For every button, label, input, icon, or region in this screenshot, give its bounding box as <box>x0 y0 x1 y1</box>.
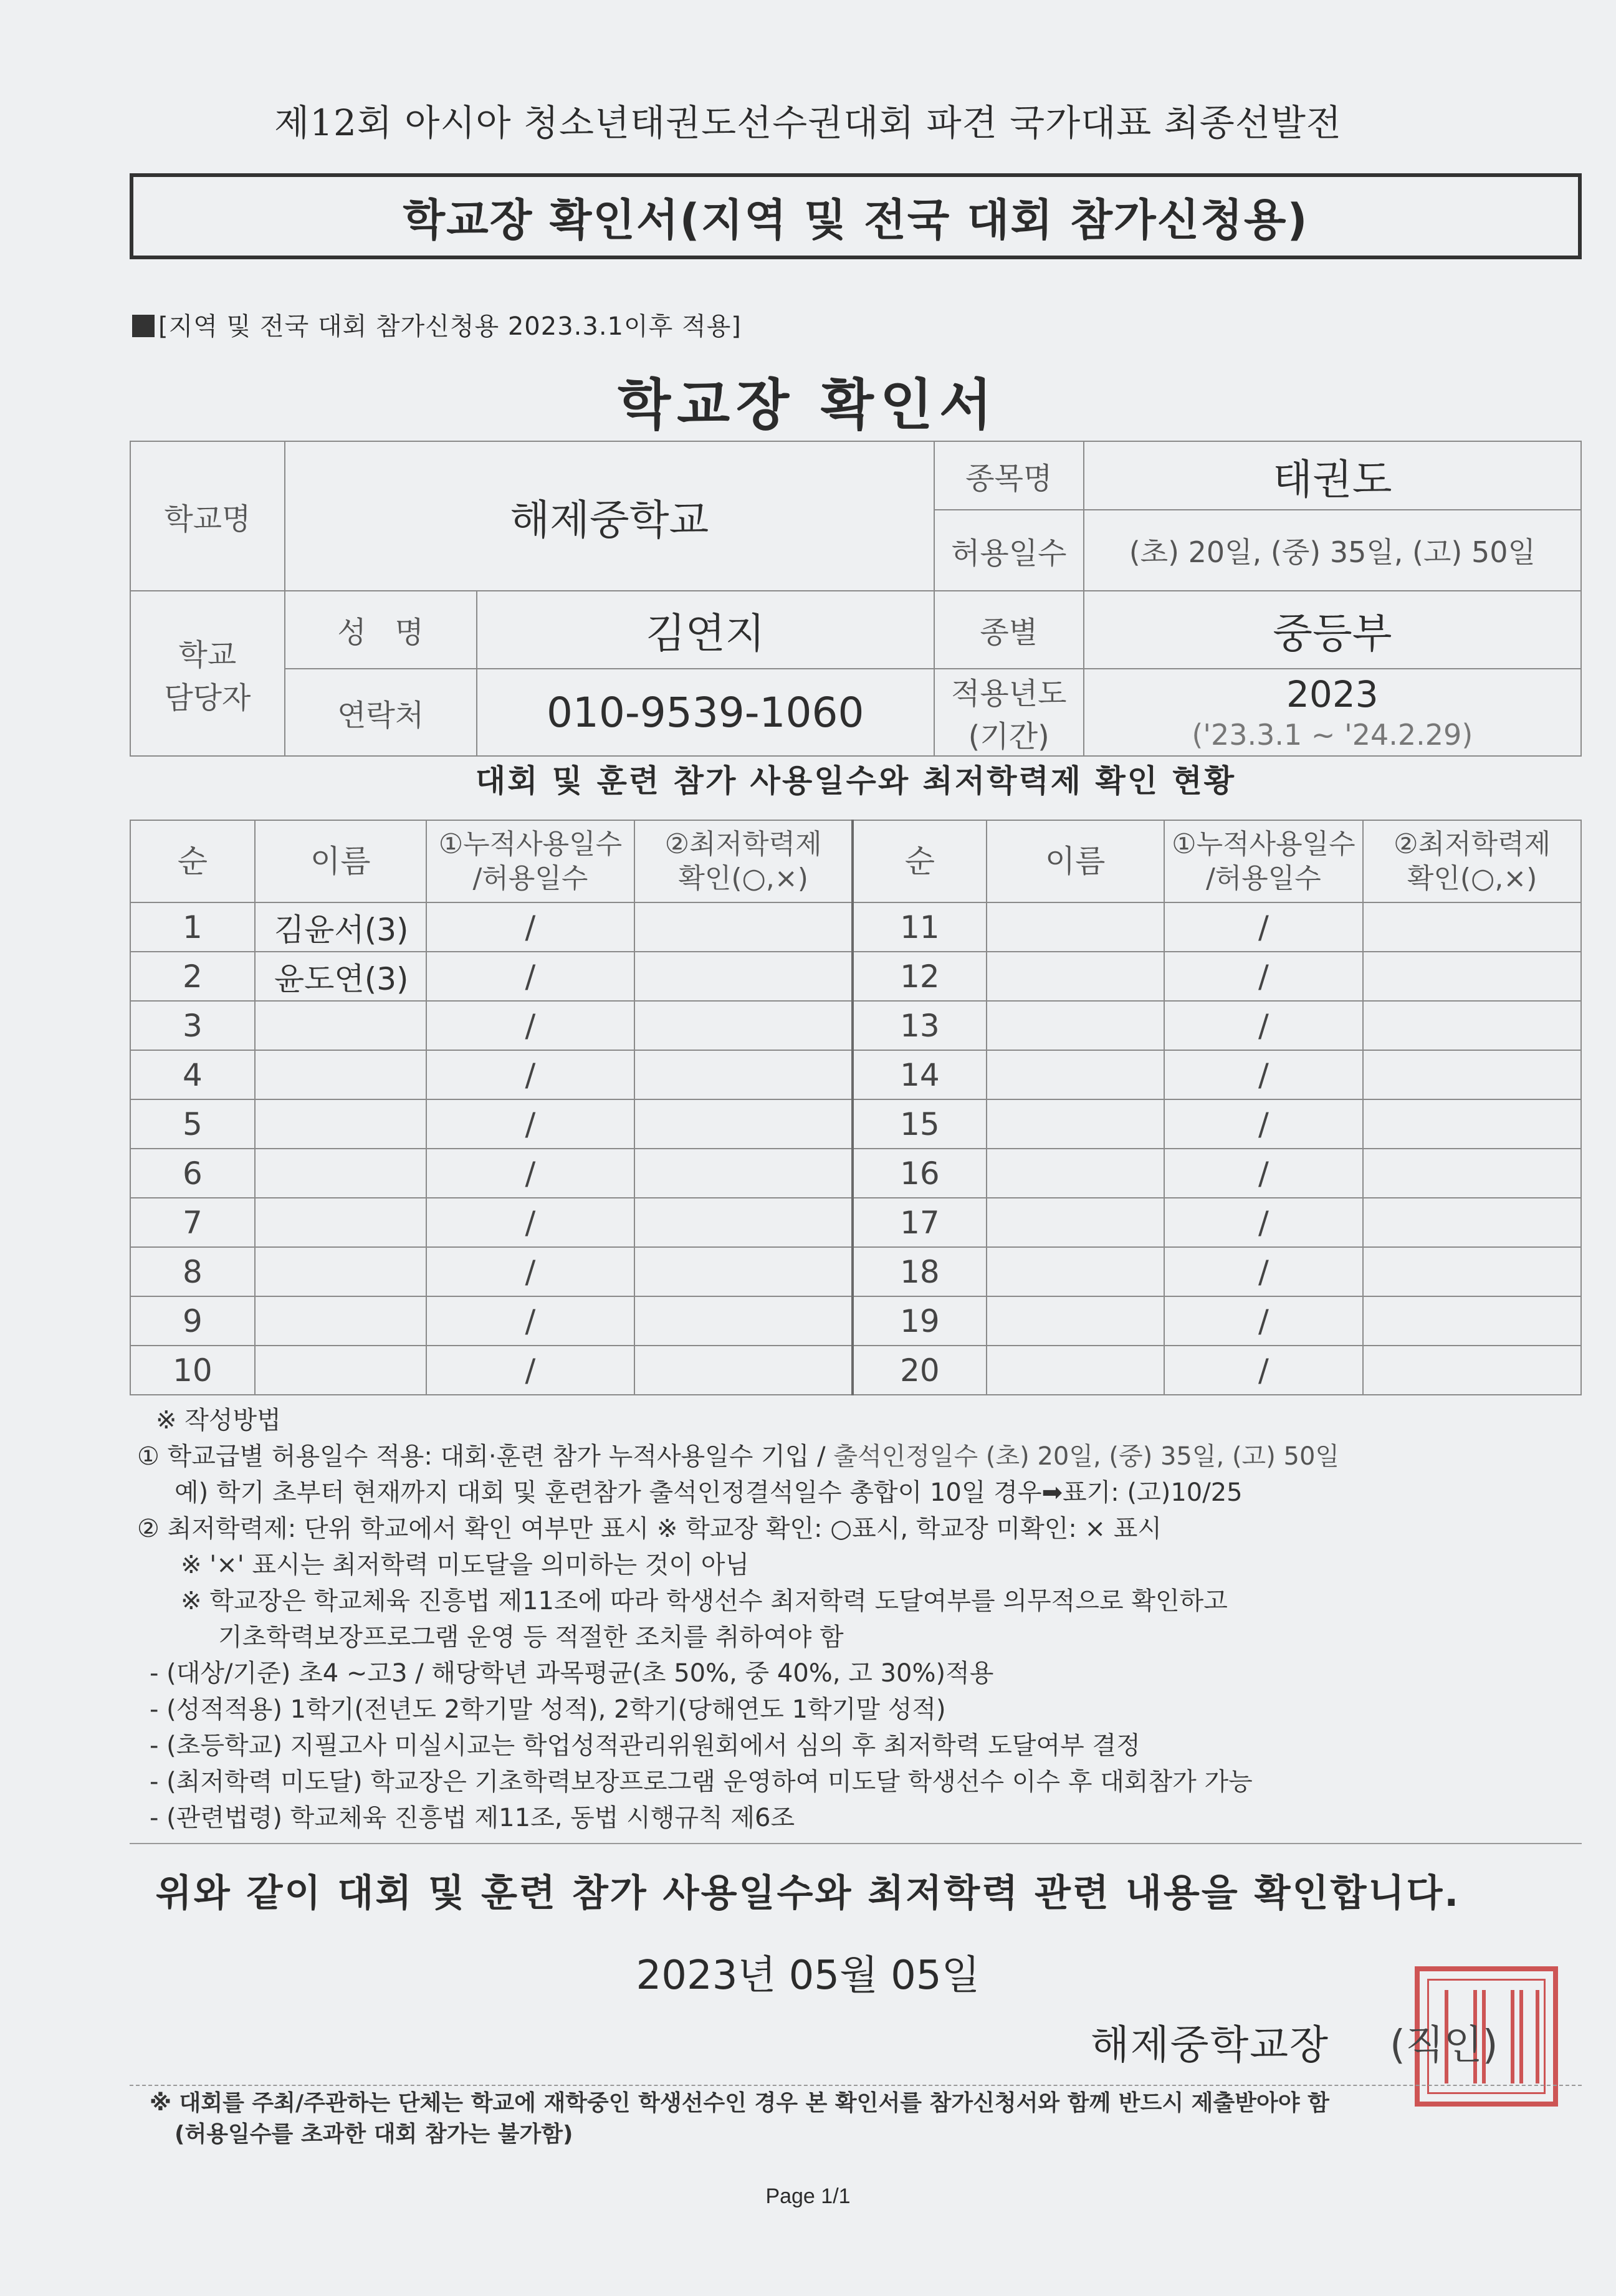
boxed-document-title <box>130 173 1582 259</box>
row-number: 14 <box>853 1050 987 1099</box>
col-header-days-right <box>1164 820 1364 902</box>
instructions-heading: ※ 작성방법 <box>156 1406 281 1435</box>
sport-label: 종목명 <box>934 441 1084 510</box>
row-number: 6 <box>130 1149 255 1198</box>
confirmation-statement: 위와 같이 대회 및 훈련 참가 사용일수와 최저학력 관련 내용을 확인합니다. <box>155 1872 1461 1915</box>
row-number: 10 <box>130 1346 255 1395</box>
row-days: / <box>1164 1296 1364 1346</box>
col-header-check <box>634 820 853 902</box>
manager-label-line1: 학교 <box>178 637 237 672</box>
table-row <box>130 1001 1581 1050</box>
square-bullet-icon <box>132 315 155 337</box>
row-name <box>987 1296 1164 1346</box>
row-check <box>1363 1198 1581 1247</box>
row-number: 7 <box>130 1198 255 1247</box>
row-check <box>1363 952 1581 1001</box>
year-cell <box>1084 669 1581 756</box>
year-label-line2: (기간) <box>968 719 1049 754</box>
divider-line <box>130 1843 1582 1844</box>
signer-name: 해제중학교장 <box>1091 2022 1329 2069</box>
instructions <box>137 1402 1583 1836</box>
row-days: / <box>426 1296 635 1346</box>
status-section-title: 대회 및 훈련 참가 사용일수와 최저학력제 확인 현황 <box>475 763 1236 799</box>
row-days: / <box>426 902 635 952</box>
school-label: 학교명 <box>130 441 285 591</box>
table-row <box>130 902 1581 952</box>
col-header-days-right-line1: ①누적사용일수 <box>1172 828 1355 860</box>
row-number: 13 <box>853 1001 987 1050</box>
row-check <box>634 1149 853 1198</box>
footnote-line2: (허용일수를 초과한 대회 참가는 불가함) <box>175 2121 573 2147</box>
row-days: / <box>426 1050 635 1099</box>
row-days: / <box>1164 1346 1364 1395</box>
row-days: / <box>426 1149 635 1198</box>
row-days: / <box>1164 952 1364 1001</box>
note-2a: ※ '×' 표시는 최저학력 미도달을 의미하는 것이 아님 <box>181 1551 750 1579</box>
row-check <box>634 1247 853 1296</box>
row-number: 1 <box>130 902 255 952</box>
row-check <box>1363 1247 1581 1296</box>
seal-glyph-mark <box>1519 1990 1539 2083</box>
row-number: 9 <box>130 1296 255 1346</box>
allowed-days-value: (초) 20일, (중) 35일, (고) 50일 <box>1084 510 1581 591</box>
col-header-check-right <box>1363 820 1581 902</box>
detail-1: - (대상/기준) 초4 ~고3 / 해당학년 과목평균(초 50%, 중 40%, 고 30%)적용 <box>150 1659 994 1688</box>
row-name <box>255 1001 426 1050</box>
row-check <box>634 1296 853 1346</box>
row-number: 15 <box>853 1099 987 1149</box>
col-header-no: 순 <box>130 820 255 902</box>
row-name: 김윤서(3) <box>255 902 426 952</box>
footnote <box>150 2088 1552 2150</box>
row-name <box>255 1099 426 1149</box>
note-1-text: ① 학교급별 허용일수 적용: 대회·훈련 참가 누적사용일수 기입 / <box>137 1442 834 1471</box>
col-header-name-right: 이름 <box>987 820 1164 902</box>
row-check <box>1363 1001 1581 1050</box>
col-header-name: 이름 <box>255 820 426 902</box>
row-name <box>987 952 1164 1001</box>
row-days: / <box>426 1346 635 1395</box>
row-check <box>1363 1099 1581 1149</box>
sport-value: 태권도 <box>1084 441 1581 510</box>
row-check <box>1363 1149 1581 1198</box>
year-period: ('23.3.1 ~ '24.2.29) <box>1192 718 1473 752</box>
name-label: 성 명 <box>285 591 477 669</box>
detail-3: - (초등학교) 지필고사 미실시교는 학업성적관리위원회에서 심의 후 최저학력 도달여부 결정 <box>150 1731 1140 1760</box>
row-check <box>634 1346 853 1395</box>
col-header-no-right: 순 <box>853 820 987 902</box>
page-number: Page 1/1 <box>765 2184 851 2208</box>
detail-4: - (최저학력 미도달) 학교장은 기초학력보장프로그램 운영하여 미도달 학생선수 이수 후 대회참가 가능 <box>150 1767 1253 1796</box>
school-value: 해제중학교 <box>285 441 934 591</box>
note-2c: 기초학력보장프로그램 운영 등 적절한 조치를 취하여야 함 <box>218 1623 844 1652</box>
row-days: / <box>426 1099 635 1149</box>
note-2: ② 최저학력제: 단위 학교에서 확인 여부만 표시 ※ 학교장 확인: ○표시, 학교장 미확인: × 표시 <box>137 1514 1162 1543</box>
table-header-row <box>130 820 1581 902</box>
col-header-check-line1: ②최저학력제 <box>664 828 822 860</box>
footnote-divider <box>130 2085 1582 2086</box>
row-check <box>634 952 853 1001</box>
row-number: 18 <box>853 1247 987 1296</box>
row-check <box>634 1050 853 1099</box>
boxed-title-text: 학교장 확인서(지역 및 전국 대회 참가신청용) <box>403 194 1309 246</box>
col-header-days-line2: /허용일수 <box>472 863 588 894</box>
row-check <box>634 1198 853 1247</box>
row-number: 11 <box>853 902 987 952</box>
row-days: / <box>1164 1149 1364 1198</box>
row-number: 20 <box>853 1346 987 1395</box>
row-name <box>255 1149 426 1198</box>
row-days: / <box>1164 1198 1364 1247</box>
row-name <box>255 1050 426 1099</box>
event-title: 제12회 아시아 청소년태권도선수권대회 파견 국가대표 최종선발전 <box>274 102 1342 144</box>
row-number: 4 <box>130 1050 255 1099</box>
manager-label <box>130 591 285 756</box>
row-check <box>634 902 853 952</box>
row-check <box>1363 902 1581 952</box>
table-row <box>130 1198 1581 1247</box>
row-number: 17 <box>853 1198 987 1247</box>
note-1-example: 예) 학기 초부터 현재까지 대회 및 훈련참가 출석인정결석일수 총합이 10일 경우➡표기: (고)10/25 <box>175 1478 1243 1507</box>
row-number: 19 <box>853 1296 987 1346</box>
col-header-check-line2: 확인(○,×) <box>678 863 808 894</box>
year-value: 2023 <box>1286 673 1379 715</box>
school-info-table <box>130 441 1582 757</box>
detail-5: - (관련법령) 학교체육 진흥법 제11조, 동법 시행규칙 제6조 <box>150 1804 795 1832</box>
applied-note-text: [지역 및 전국 대회 참가신청용 2023.3.1이후 적용] <box>158 312 742 341</box>
contact-value: 010-9539-1060 <box>477 669 934 756</box>
detail-2: - (성적적용) 1학기(전년도 2학기말 성적), 2학기(당해연도 1학기말 성적) <box>150 1695 946 1724</box>
row-days: / <box>426 1198 635 1247</box>
applied-note <box>132 307 742 342</box>
row-check <box>1363 1346 1581 1395</box>
document-title: 학교장 확인서 <box>618 373 998 437</box>
row-days: / <box>1164 1050 1364 1099</box>
row-number: 12 <box>853 952 987 1001</box>
table-row <box>130 1050 1581 1099</box>
note-1 <box>137 1438 1583 1475</box>
row-number: 2 <box>130 952 255 1001</box>
row-days: / <box>1164 1099 1364 1149</box>
participation-table <box>130 820 1582 1395</box>
issue-date: 2023년 05월 05일 <box>636 1953 980 1999</box>
row-number: 3 <box>130 1001 255 1050</box>
row-days: / <box>1164 1001 1364 1050</box>
col-header-check-right-line2: 확인(○,×) <box>1407 863 1537 894</box>
row-days: / <box>426 1247 635 1296</box>
year-label-line1: 적용년도 <box>951 676 1067 711</box>
row-name <box>987 1149 1164 1198</box>
col-header-days-right-line2: /허용일수 <box>1205 863 1321 894</box>
row-name <box>987 1099 1164 1149</box>
table-row <box>130 1247 1581 1296</box>
manager-label-line2: 담당자 <box>164 680 251 715</box>
row-name <box>255 1296 426 1346</box>
row-name <box>987 1247 1164 1296</box>
row-check <box>634 1001 853 1050</box>
row-check <box>634 1099 853 1149</box>
row-check <box>1363 1296 1581 1346</box>
row-days: / <box>1164 1247 1364 1296</box>
table-row <box>130 952 1581 1001</box>
row-check <box>1363 1050 1581 1099</box>
division-label: 종별 <box>934 591 1084 669</box>
row-number: 16 <box>853 1149 987 1198</box>
table-row <box>130 1346 1581 1395</box>
row-name <box>255 1346 426 1395</box>
row-number: 5 <box>130 1099 255 1149</box>
row-days: / <box>426 952 635 1001</box>
note-2b: ※ 학교장은 학교체육 진흥법 제11조에 따라 학생선수 최저학력 도달여부를 의무적으로 확인하고 <box>181 1587 1228 1615</box>
year-label <box>934 669 1084 756</box>
division-value: 중등부 <box>1084 591 1581 669</box>
row-days: / <box>426 1001 635 1050</box>
table-row <box>130 1149 1581 1198</box>
col-header-check-right-line1: ②최저학력제 <box>1394 828 1551 860</box>
name-value: 김연지 <box>477 591 934 669</box>
row-name <box>987 902 1164 952</box>
seal-label: (직인) <box>1390 2022 1498 2069</box>
table-row <box>130 1099 1581 1149</box>
row-number: 8 <box>130 1247 255 1296</box>
contact-label: 연락처 <box>285 669 477 756</box>
col-header-days <box>426 820 635 902</box>
row-name <box>255 1198 426 1247</box>
row-name <box>987 1050 1164 1099</box>
allowed-days-label: 허용일수 <box>934 510 1084 591</box>
footnote-line1: ※ 대회를 주최/주관하는 단체는 학교에 재학중인 학생선수인 경우 본 확인서를 참가신청서와 함께 반드시 제출받아야 함 <box>150 2090 1329 2116</box>
table-row <box>130 1296 1581 1346</box>
row-name <box>255 1247 426 1296</box>
row-days: / <box>1164 902 1364 952</box>
row-name <box>987 1198 1164 1247</box>
note-1-days: 출석인정일수 (초) 20일, (중) 35일, (고) 50일 <box>833 1442 1340 1471</box>
row-name: 윤도연(3) <box>255 952 426 1001</box>
col-header-days-line1: ①누적사용일수 <box>438 828 623 860</box>
row-name <box>987 1001 1164 1050</box>
row-name <box>987 1346 1164 1395</box>
